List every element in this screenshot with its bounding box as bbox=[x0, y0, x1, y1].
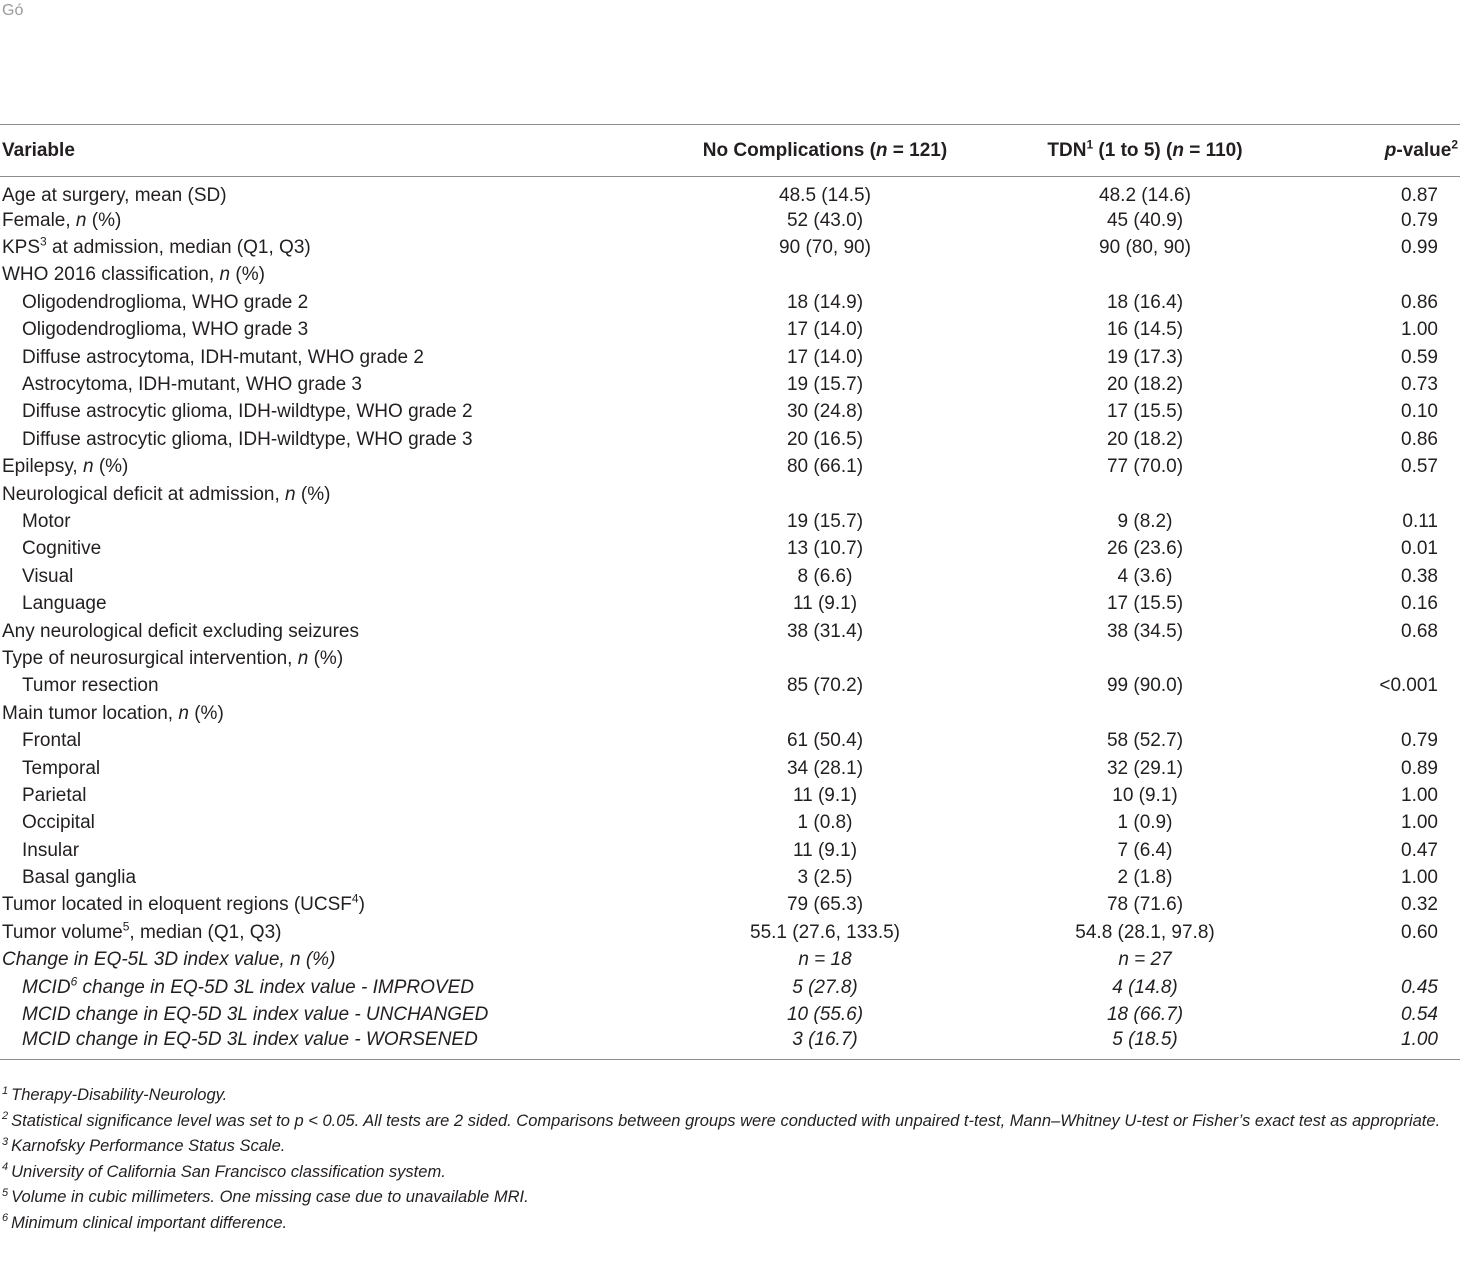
header-p-value bbox=[1300, 125, 1460, 177]
cell-no-complications: 17 (14.0) bbox=[786, 346, 864, 368]
cell-variable bbox=[0, 536, 560, 563]
variable-text: Female, bbox=[2, 209, 76, 231]
variable-italic: n bbox=[297, 647, 309, 669]
cell-p-value: 1.00 bbox=[1401, 867, 1438, 889]
variable-text: Basal ganglia bbox=[22, 867, 137, 889]
footnote-number: 1 bbox=[2, 1084, 9, 1097]
cell-tdn bbox=[970, 700, 1300, 727]
variable-text: Parietal bbox=[22, 784, 87, 806]
cell-tdn: 20 (18.2) bbox=[1106, 374, 1184, 396]
cell-tdn: 45 (40.9) bbox=[1106, 209, 1184, 231]
table-row bbox=[0, 837, 1460, 864]
cell-no-complications bbox=[560, 481, 970, 508]
footnote-text: Statistical significance level was set to p < 0.05. All tests are 2 sided. Comparisons between groups were conducted with unpaired t-test, Mann–Whitney U-test or Fisher’s exact test as appropriate. bbox=[11, 1111, 1441, 1130]
cell-variable bbox=[0, 618, 560, 645]
footnotes bbox=[2, 1083, 1458, 1236]
header-p-sup: 2 bbox=[1451, 137, 1458, 152]
variable-italic: n bbox=[75, 209, 87, 231]
cell-variable bbox=[0, 289, 560, 316]
table-row bbox=[0, 645, 1460, 672]
cell-variable bbox=[0, 727, 560, 754]
variable-text: MCID change in EQ-5D 3L index value - UNCHANGED bbox=[22, 1004, 489, 1026]
cell-tdn: 32 (29.1) bbox=[1106, 757, 1184, 779]
cell-p-value: 0.68 bbox=[1401, 620, 1438, 642]
cell-tdn: 18 (16.4) bbox=[1106, 291, 1184, 313]
cell-tdn: 26 (23.6) bbox=[1106, 538, 1184, 560]
footnote bbox=[2, 1185, 1458, 1211]
table-row bbox=[0, 810, 1460, 837]
cell-no-complications: 8 (6.6) bbox=[797, 565, 853, 587]
variable-footnote-ref: 3 bbox=[40, 234, 47, 249]
cell-p-value: 0.86 bbox=[1401, 428, 1438, 450]
cell-p-value: 0.73 bbox=[1401, 374, 1438, 396]
variable-text-suffix: (%) bbox=[230, 264, 265, 286]
cell-variable bbox=[0, 590, 560, 617]
table-row bbox=[0, 755, 1460, 782]
footnote-number: 6 bbox=[2, 1212, 9, 1224]
variable-text: Type of neurosurgical intervention, bbox=[2, 647, 298, 669]
table-row bbox=[0, 426, 1460, 453]
cell-tdn: 78 (71.6) bbox=[1106, 894, 1184, 916]
variable-text: Visual bbox=[22, 565, 74, 587]
header-variable-label: Variable bbox=[2, 139, 75, 161]
cell-variable bbox=[0, 919, 560, 946]
cell-variable bbox=[0, 454, 560, 481]
header-variable bbox=[0, 125, 560, 177]
cell-p-value: 0.54 bbox=[1401, 1004, 1438, 1026]
table-row bbox=[0, 508, 1460, 535]
cell-p-value: 0.10 bbox=[1401, 401, 1438, 423]
variable-footnote-ref: 4 bbox=[351, 892, 359, 907]
variable-italic: n bbox=[285, 483, 296, 505]
header-nc-prefix: No Complications ( bbox=[702, 139, 876, 161]
cell-no-complications: 5 (27.8) bbox=[792, 976, 858, 998]
cell-no-complications: 38 (31.4) bbox=[786, 620, 864, 642]
variable-text: Epilepsy, bbox=[2, 456, 83, 478]
variable-text: Insular bbox=[22, 839, 80, 861]
cell-p-value bbox=[1300, 481, 1460, 508]
cell-no-complications: 48.5 (14.5) bbox=[779, 185, 871, 206]
footnote-text: Karnofsky Performance Status Scale. bbox=[11, 1137, 286, 1155]
running-head: Gó bbox=[2, 2, 24, 19]
cell-no-complications: 80 (66.1) bbox=[786, 456, 864, 478]
header-p-italic: p bbox=[1384, 139, 1397, 161]
footnote-number: 3 bbox=[2, 1135, 9, 1148]
cell-variable bbox=[0, 947, 560, 974]
footnote-number: 5 bbox=[2, 1186, 9, 1199]
variable-text: Astrocytoma, IDH-mutant, WHO grade 3 bbox=[22, 374, 362, 396]
header-tdn-mid: (1 to 5) ( bbox=[1093, 139, 1173, 161]
cell-tdn: 77 (70.0) bbox=[1106, 456, 1184, 478]
variable-text: WHO 2016 classification, bbox=[2, 264, 220, 286]
table-row bbox=[0, 262, 1460, 289]
table-row bbox=[0, 454, 1460, 481]
cell-variable bbox=[0, 508, 560, 535]
variable-text-suffix: (%) bbox=[295, 483, 331, 505]
cell-tdn: 18 (66.7) bbox=[1106, 1004, 1184, 1026]
cell-tdn: 1 (0.9) bbox=[1117, 812, 1173, 834]
footnote-text: Minimum clinical important difference. bbox=[11, 1213, 288, 1232]
variable-text-suffix: change in EQ-5D 3L index value - IMPROVED bbox=[77, 976, 474, 998]
cell-no-complications: 17 (14.0) bbox=[786, 319, 864, 341]
cell-tdn: 20 (18.2) bbox=[1106, 428, 1184, 450]
variable-text: Tumor located in eloquent regions (UCSF bbox=[2, 894, 352, 916]
footnote bbox=[2, 1160, 1458, 1186]
table-row bbox=[0, 177, 1460, 208]
cell-p-value bbox=[1300, 947, 1460, 974]
cell-p-value: 0.79 bbox=[1401, 730, 1438, 752]
cell-tdn: 90 (80, 90) bbox=[1099, 237, 1191, 259]
table-row bbox=[0, 289, 1460, 316]
cell-variable bbox=[0, 1001, 560, 1028]
cell-p-value: 0.16 bbox=[1401, 593, 1438, 615]
cell-no-complications: 30 (24.8) bbox=[786, 401, 864, 423]
variable-text-suffix: , median (Q1, Q3) bbox=[129, 921, 282, 943]
cell-variable bbox=[0, 399, 560, 426]
cell-tdn: 10 (9.1) bbox=[1112, 784, 1178, 806]
variable-text: Any neurological deficit excluding seizures bbox=[2, 620, 359, 642]
cell-tdn: 4 (3.6) bbox=[1117, 565, 1173, 587]
cell-variable bbox=[0, 837, 560, 864]
header-nc-n: n bbox=[875, 139, 888, 161]
variable-text: Diffuse astrocytoma, IDH-mutant, WHO grade 2 bbox=[22, 346, 424, 368]
cell-variable bbox=[0, 344, 560, 371]
cell-p-value: 1.00 bbox=[1401, 319, 1438, 341]
variable-text: Diffuse astrocytic glioma, IDH-wildtype, WHO grade 3 bbox=[22, 428, 473, 450]
cell-tdn bbox=[970, 481, 1300, 508]
footnote bbox=[2, 1083, 1458, 1109]
cell-tdn bbox=[970, 262, 1300, 289]
cell-no-complications: 55.1 (27.6, 133.5) bbox=[750, 921, 900, 943]
cell-p-value: 1.00 bbox=[1401, 784, 1438, 806]
table-row bbox=[0, 700, 1460, 727]
variable-text: Temporal bbox=[22, 757, 101, 779]
cell-no-complications: 19 (15.7) bbox=[786, 510, 864, 532]
cell-p-value: 0.11 bbox=[1402, 510, 1438, 532]
cell-variable bbox=[0, 1029, 560, 1060]
variable-text: Tumor resection bbox=[22, 675, 159, 697]
cell-no-complications: 3 (2.5) bbox=[797, 867, 853, 889]
cell-variable bbox=[0, 700, 560, 727]
cell-tdn: 58 (52.7) bbox=[1106, 730, 1184, 752]
cell-variable bbox=[0, 673, 560, 700]
variable-text: Diffuse astrocytic glioma, IDH-wildtype, WHO grade 2 bbox=[22, 401, 473, 423]
variable-italic: n bbox=[178, 702, 189, 724]
cell-no-complications: 11 (9.1) bbox=[792, 839, 858, 861]
cell-tdn: 48.2 (14.6) bbox=[1099, 185, 1191, 206]
footnote-number: 2 bbox=[2, 1110, 9, 1122]
cell-tdn: 54.8 (28.1, 97.8) bbox=[1075, 921, 1215, 943]
cell-no-complications: 34 (28.1) bbox=[786, 757, 864, 779]
variable-text-suffix: at admission, median (Q1, Q3) bbox=[46, 237, 311, 259]
cell-no-complications: 11 (9.1) bbox=[792, 593, 858, 615]
table-row bbox=[0, 536, 1460, 563]
variable-footnote-ref: 6 bbox=[70, 974, 78, 989]
header-nc-suffix: = 121) bbox=[887, 139, 948, 161]
variable-footnote-ref: 5 bbox=[122, 919, 130, 934]
cell-variable bbox=[0, 426, 560, 453]
header-tdn-prefix: TDN bbox=[1047, 139, 1087, 161]
header-tdn-sup: 1 bbox=[1086, 137, 1094, 152]
cell-p-value: 0.57 bbox=[1401, 456, 1438, 478]
cell-tdn: 2 (1.8) bbox=[1117, 867, 1173, 889]
table-row bbox=[0, 207, 1460, 234]
cell-tdn: 38 (34.5) bbox=[1106, 620, 1184, 642]
cell-p-value: 1.00 bbox=[1300, 1029, 1460, 1060]
table-row bbox=[0, 317, 1460, 344]
variable-text: KPS bbox=[2, 237, 41, 259]
header-tdn bbox=[970, 125, 1300, 177]
cell-no-complications bbox=[560, 700, 970, 727]
variable-text-suffix: (%) bbox=[86, 209, 122, 231]
cell-no-complications: 90 (70, 90) bbox=[779, 237, 871, 259]
table-row bbox=[0, 344, 1460, 371]
cell-p-value: 0.38 bbox=[1401, 565, 1438, 587]
cell-no-complications: n = 18 bbox=[798, 949, 852, 971]
table-row bbox=[0, 618, 1460, 645]
cell-no-complications: 61 (50.4) bbox=[786, 730, 864, 752]
cell-tdn: 17 (15.5) bbox=[1106, 401, 1184, 423]
cell-p-value bbox=[1300, 700, 1460, 727]
variable-text-suffix: (%) bbox=[93, 456, 129, 478]
cell-p-value: 0.60 bbox=[1401, 921, 1438, 943]
table-row bbox=[0, 919, 1460, 946]
variable-text: Frontal bbox=[22, 730, 82, 752]
cell-variable bbox=[0, 371, 560, 398]
footnote bbox=[2, 1211, 1458, 1237]
variable-text: Tumor volume bbox=[2, 921, 123, 943]
footnote-text: University of California San Francisco classification system. bbox=[11, 1162, 446, 1181]
results-table-container bbox=[0, 124, 1460, 1060]
table-row bbox=[0, 727, 1460, 754]
cell-variable bbox=[0, 207, 560, 234]
cell-p-value: 0.99 bbox=[1401, 237, 1438, 259]
cell-no-complications: 18 (14.9) bbox=[786, 291, 864, 313]
table-header bbox=[0, 125, 1460, 177]
cell-variable bbox=[0, 563, 560, 590]
variable-text: Neurological deficit at admission, bbox=[2, 483, 286, 505]
results-table bbox=[0, 124, 1460, 1060]
cell-tdn: 16 (14.5) bbox=[1106, 319, 1184, 341]
cell-tdn: 19 (17.3) bbox=[1106, 346, 1184, 368]
table-row bbox=[0, 399, 1460, 426]
cell-no-complications: 1 (0.8) bbox=[797, 812, 853, 834]
cell-p-value: 0.01 bbox=[1401, 538, 1438, 560]
table-row bbox=[0, 1001, 1460, 1028]
cell-p-value bbox=[1300, 645, 1460, 672]
cell-no-complications: 85 (70.2) bbox=[786, 675, 864, 697]
cell-no-complications: 3 (16.7) bbox=[560, 1029, 970, 1060]
footnote bbox=[2, 1134, 1458, 1160]
cell-p-value: 0.32 bbox=[1401, 894, 1438, 916]
variable-text-suffix: ) bbox=[358, 894, 365, 916]
variable-text: MCID change in EQ-5D 3L index value - WORSENED bbox=[22, 1028, 478, 1050]
table-row bbox=[0, 673, 1460, 700]
variable-text: Motor bbox=[22, 510, 71, 532]
variable-text: Language bbox=[22, 593, 107, 615]
table-row bbox=[0, 481, 1460, 508]
cell-no-complications: 19 (15.7) bbox=[786, 374, 864, 396]
cell-variable bbox=[0, 755, 560, 782]
cell-variable bbox=[0, 892, 560, 919]
cell-no-complications bbox=[560, 645, 970, 672]
cell-no-complications: 20 (16.5) bbox=[786, 428, 864, 450]
footnote bbox=[2, 1109, 1458, 1135]
table-row bbox=[0, 864, 1460, 891]
variable-text-suffix: (%) bbox=[188, 702, 224, 724]
cell-no-complications: 52 (43.0) bbox=[786, 209, 864, 231]
header-no-complications bbox=[560, 125, 970, 177]
footnote-text: Volume in cubic millimeters. One missing case due to unavailable MRI. bbox=[11, 1188, 529, 1206]
cell-variable bbox=[0, 317, 560, 344]
cell-tdn: 4 (14.8) bbox=[1112, 976, 1178, 998]
cell-p-value: <0.001 bbox=[1379, 675, 1438, 697]
variable-text: Oligodendroglioma, WHO grade 3 bbox=[22, 319, 309, 341]
footnote-text: Therapy-Disability-Neurology. bbox=[11, 1086, 228, 1104]
cell-p-value: 0.59 bbox=[1401, 346, 1438, 368]
cell-no-complications: 10 (55.6) bbox=[786, 1004, 864, 1026]
cell-no-complications bbox=[560, 262, 970, 289]
cell-p-value: 1.00 bbox=[1401, 812, 1438, 834]
header-tdn-n: n bbox=[1172, 139, 1184, 161]
table-row bbox=[0, 234, 1460, 261]
cell-variable bbox=[0, 262, 560, 289]
variable-text-suffix: (%) bbox=[308, 647, 344, 669]
cell-tdn: n = 27 bbox=[1118, 949, 1172, 971]
variable-italic: n bbox=[82, 456, 94, 478]
cell-variable bbox=[0, 177, 560, 208]
cell-variable bbox=[0, 782, 560, 809]
variable-text: Occipital bbox=[22, 812, 95, 834]
cell-p-value: 0.89 bbox=[1401, 757, 1438, 779]
cell-no-complications: 79 (65.3) bbox=[786, 894, 864, 916]
cell-p-value bbox=[1300, 262, 1460, 289]
variable-text: Oligodendroglioma, WHO grade 2 bbox=[22, 291, 309, 313]
cell-p-value: 0.79 bbox=[1401, 209, 1438, 231]
cell-no-complications: 13 (10.7) bbox=[786, 538, 864, 560]
cell-variable bbox=[0, 974, 560, 1001]
cell-tdn: 9 (8.2) bbox=[1117, 510, 1173, 532]
table-row bbox=[0, 947, 1460, 974]
table-row bbox=[0, 892, 1460, 919]
table-row bbox=[0, 782, 1460, 809]
cell-variable bbox=[0, 645, 560, 672]
cell-tdn: 99 (90.0) bbox=[1106, 675, 1184, 697]
footnote-number: 4 bbox=[2, 1161, 9, 1173]
variable-text: Change in EQ-5L 3D index value, n (%) bbox=[2, 949, 336, 971]
header-tdn-suffix: = 110) bbox=[1183, 139, 1243, 161]
cell-variable bbox=[0, 481, 560, 508]
variable-text: Main tumor location, bbox=[2, 702, 179, 724]
cell-tdn: 17 (15.5) bbox=[1106, 593, 1184, 615]
table-row bbox=[0, 1029, 1460, 1060]
cell-p-value: 0.47 bbox=[1401, 839, 1438, 861]
table-row bbox=[0, 974, 1460, 1001]
cell-variable bbox=[0, 864, 560, 891]
variable-text: MCID bbox=[22, 976, 71, 998]
cell-variable bbox=[0, 234, 560, 261]
cell-p-value: 0.87 bbox=[1401, 185, 1438, 206]
variable-text: Age at surgery, mean (SD) bbox=[2, 185, 227, 206]
cell-tdn: 7 (6.4) bbox=[1117, 839, 1173, 861]
cell-p-value: 0.86 bbox=[1401, 291, 1438, 313]
cell-tdn: 5 (18.5) bbox=[970, 1029, 1300, 1060]
table-row bbox=[0, 371, 1460, 398]
header-row bbox=[0, 125, 1460, 177]
header-p-suffix: -value bbox=[1396, 139, 1452, 161]
table-row bbox=[0, 563, 1460, 590]
cell-tdn bbox=[970, 645, 1300, 672]
table-body bbox=[0, 177, 1460, 1060]
cell-no-complications: 11 (9.1) bbox=[792, 784, 858, 806]
table-row bbox=[0, 590, 1460, 617]
variable-text: Cognitive bbox=[22, 538, 102, 560]
cell-variable bbox=[0, 810, 560, 837]
cell-p-value: 0.45 bbox=[1401, 976, 1438, 998]
variable-italic: n bbox=[219, 264, 231, 286]
